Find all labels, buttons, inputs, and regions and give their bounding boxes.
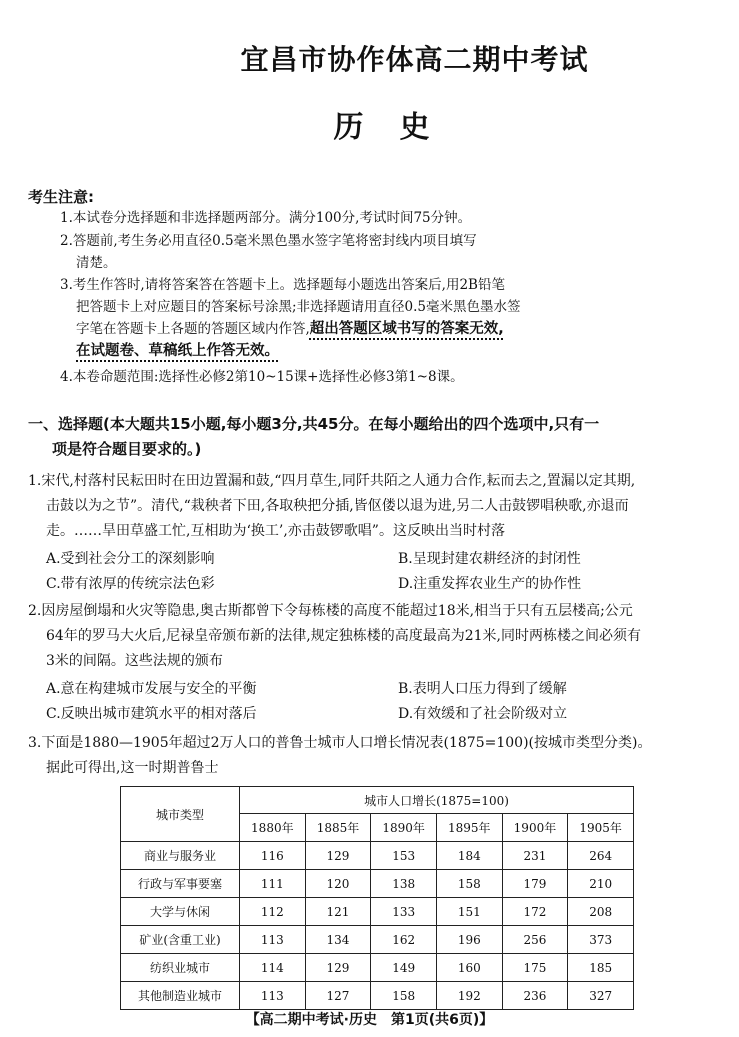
table-cell-value: 231	[502, 842, 568, 870]
table-cell-value: 120	[305, 870, 371, 898]
table-cell-type: 其他制造业城市	[121, 982, 240, 1010]
note-4-text: 4.本卷命题范围:选择性必修2第10~15课+选择性必修3第1~8课。	[60, 369, 464, 385]
question-2-option-c[interactable]: C.反映出城市建筑水平的相对落后	[46, 706, 257, 722]
population-table	[120, 786, 634, 1010]
table-cell-value: 185	[568, 954, 634, 982]
note-2-line-1: 2.答题前,考生务必用直径0.5毫米黑色墨水签字笔将密封线内项目填写	[60, 233, 477, 249]
question-2-line-3: 3米的间隔。这些法规的颁布	[46, 653, 223, 669]
note-3-line-3-text: 字笔在答题卡上各题的答题区域内作答,	[76, 321, 310, 337]
note-3-line-1: 3.考生作答时,请将答案答在答题卡上。选择题每小题选出答案后,用2B铅笔	[60, 277, 505, 293]
table-cell-value: 113	[240, 926, 306, 954]
question-1-option-a[interactable]: A.受到社会分工的深刻影响	[46, 551, 215, 567]
table-cell-value: 264	[568, 842, 634, 870]
notes-heading: 考生注意:	[28, 188, 94, 206]
question-1-stem	[28, 469, 718, 544]
question-1-line-1: 1.宋代,村落村民耘田时在田边置漏和鼓,“四月草生,同阡共陌之人通力合作,耘而去之,置漏以定其期,	[28, 473, 636, 489]
table-cell-value: 158	[436, 870, 502, 898]
note-1	[60, 207, 580, 229]
note-2-line-2: 清楚。	[76, 255, 117, 271]
question-1-option-b[interactable]: B.呈现封建农耕经济的封闭性	[398, 551, 581, 567]
question-3-line-2: 据此可得出,这一时期普鲁士	[46, 760, 219, 776]
question-1-option-c[interactable]: C.带有浓厚的传统宗法色彩	[46, 576, 215, 592]
question-3-line-1: 3.下面是1880—1905年超过2万人口的普鲁士城市人口增长情况表(1875=100)(按城市类型分类)。	[28, 735, 652, 751]
table-cell-value: 129	[305, 954, 371, 982]
table-cell-value: 114	[240, 954, 306, 982]
question-2-option-b[interactable]: B.表明人口压力得到了缓解	[398, 681, 567, 697]
table-year-header: 1890年	[371, 814, 437, 842]
table-year-header: 1895年	[436, 814, 502, 842]
question-3-stem	[28, 731, 718, 781]
table-cell-value: 153	[371, 842, 437, 870]
table-year-header: 1900年	[502, 814, 568, 842]
note-3-emphasis-1: 超出答题区域书写的答案无效,	[309, 321, 504, 337]
table-year-header: 1885年	[305, 814, 371, 842]
note-4	[60, 366, 580, 388]
table-cell-value: 113	[240, 982, 306, 1010]
table-cell-value: 192	[436, 982, 502, 1010]
table-row	[121, 898, 634, 926]
question-2-option-a[interactable]: A.意在构建城市发展与安全的平衡	[46, 681, 257, 697]
table-cell-value: 236	[502, 982, 568, 1010]
table-cell-value: 121	[305, 898, 371, 926]
table-cell-value: 111	[240, 870, 306, 898]
question-1-line-3: 走。……旱田草盛工忙,互相助为‘换工’,亦击鼓锣歌唱”。这反映出当时村落	[46, 523, 505, 539]
table-cell-value: 116	[240, 842, 306, 870]
table-row	[121, 870, 634, 898]
table-cell-value: 134	[305, 926, 371, 954]
table-row	[121, 842, 634, 870]
table-cell-value: 208	[568, 898, 634, 926]
table-cell-value: 162	[371, 926, 437, 954]
question-2-option-d[interactable]: D.有效缓和了社会阶级对立	[398, 706, 568, 722]
table-cell-value: 112	[240, 898, 306, 926]
table-cell-value: 179	[502, 870, 568, 898]
subject-title: 历史	[333, 110, 466, 145]
table-cell-value: 210	[568, 870, 634, 898]
note-3-emphasis-2: 在试题卷、草稿纸上作答无效。	[76, 343, 279, 359]
note-3	[60, 274, 580, 362]
table-cell-type: 商业与服务业	[121, 842, 240, 870]
table-header-type: 城市类型	[121, 787, 240, 842]
question-2-stem	[28, 599, 718, 674]
table-cell-value: 149	[371, 954, 437, 982]
table-cell-value: 373	[568, 926, 634, 954]
page-footer: 【高二期中考试·历史 第1页(共6页)】	[245, 1012, 494, 1028]
table-cell-type: 大学与休闲	[121, 898, 240, 926]
note-1-text: 1.本试卷分选择题和非选择题两部分。满分100分,考试时间75分钟。	[60, 210, 472, 226]
table-cell-value: 127	[305, 982, 371, 1010]
note-3-line-2: 把答题卡上对应题目的答案标号涂黑;非选择题请用直径0.5毫米黑色墨水签	[76, 299, 521, 315]
question-2-line-2: 64年的罗马大火后,尼禄皇帝颁布新的法律,规定独栋楼的高度最高为21米,同时两栋楼之间必须有	[46, 628, 641, 644]
table-cell-type: 矿业(含重工业)	[121, 926, 240, 954]
section-heading-line-1: 一、选择题(本大题共15小题,每小题3分,共45分。在每小题给出的四个选项中,只有一	[28, 415, 600, 433]
note-2	[60, 230, 580, 274]
question-1-option-d[interactable]: D.注重发挥农业生产的协作性	[398, 576, 582, 592]
table-header-group: 城市人口增长(1875=100)	[240, 787, 634, 814]
table-year-header: 1880年	[240, 814, 306, 842]
table-cell-type: 行政与军事要塞	[121, 870, 240, 898]
question-1-line-2: 击鼓以为之节”。清代,“栽秧者下田,各取秧把分插,皆伛偻以退为进,另二人击鼓锣唱秧歌,亦退而	[46, 498, 629, 514]
table-cell-value: 138	[371, 870, 437, 898]
table-body	[121, 842, 634, 1010]
table-cell-value: 172	[502, 898, 568, 926]
table-cell-value: 256	[502, 926, 568, 954]
table-cell-value: 327	[568, 982, 634, 1010]
table-cell-value: 151	[436, 898, 502, 926]
exam-title: 宜昌市协作体高二期中考试	[240, 43, 589, 76]
table-cell-value: 158	[371, 982, 437, 1010]
table-row	[121, 926, 634, 954]
note-3-line-3	[60, 318, 580, 340]
section-heading	[28, 412, 718, 462]
section-heading-line-2: 项是符合题目要求的。)	[52, 440, 202, 458]
table-row	[121, 982, 634, 1010]
table-cell-value: 133	[371, 898, 437, 926]
table-cell-value: 175	[502, 954, 568, 982]
table-year-header: 1905年	[568, 814, 634, 842]
table-cell-value: 129	[305, 842, 371, 870]
table-row	[121, 954, 634, 982]
table-cell-value: 196	[436, 926, 502, 954]
question-2-line-1: 2.因房屋倒塌和火灾等隐患,奥古斯都曾下令每栋楼的高度不能超过18米,相当于只有五层楼高;公元	[28, 603, 633, 619]
table-cell-value: 160	[436, 954, 502, 982]
table-cell-type: 纺织业城市	[121, 954, 240, 982]
table-cell-value: 184	[436, 842, 502, 870]
